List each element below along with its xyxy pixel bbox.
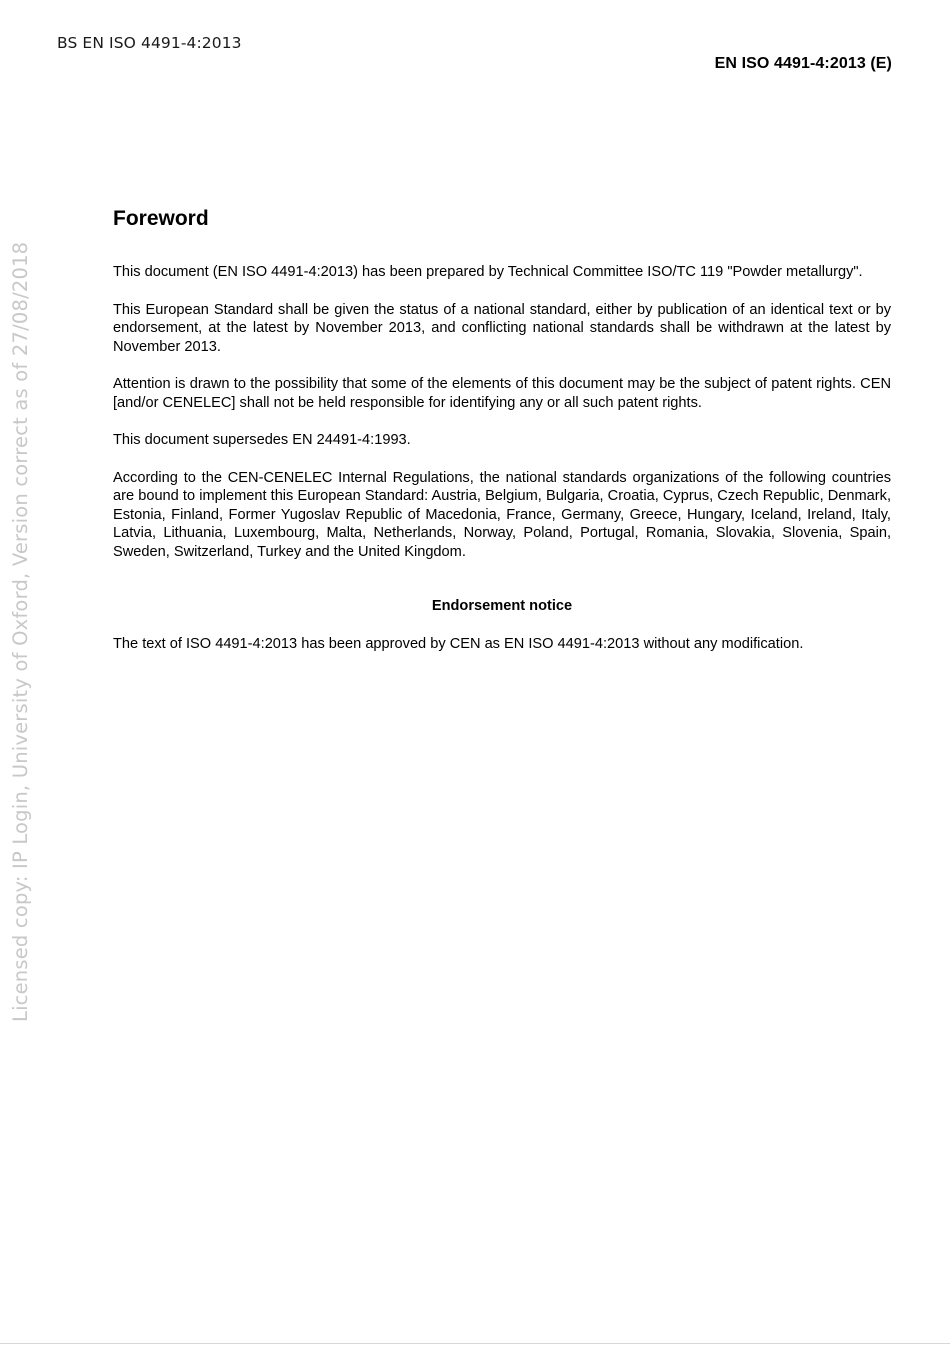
document-body xyxy=(113,205,891,653)
foreword-paragraph-countries: According to the CEN-CENELEC Internal Regulations, the national standards organizations of the following countries are bound to implement this European Standard: Austria, Belgium, Bulgaria, Croatia, Cyprus, Czech Republic, Denmark, Estonia, Finland, Former Yugoslav Republic of Macedonia, France, Germany, Greece, Hungary, Iceland, Ireland, Italy, Latvia, Lithuania, Luxembourg, Malta, Netherlands, Norway, Poland, Portugal, Romania, Slovakia, Slovenia, Spain, Sweden, Switzerland, Turkey and the United Kingdom. xyxy=(113,469,891,560)
license-watermark: Licensed copy: IP Login, University of Oxford, Version correct as of 27/08/2018 xyxy=(9,241,32,1022)
foreword-paragraph-committee: This document (EN ISO 4491-4:2013) has been prepared by Technical Committee ISO/TC 119 "Powder metallurgy". xyxy=(113,264,863,280)
bs-standard-header: BS EN ISO 4491-4:2013 xyxy=(57,34,242,52)
endorsement-text: The text of ISO 4491-4:2013 has been approved by CEN as EN ISO 4491-4:2013 without any modification. xyxy=(113,635,804,652)
endorsement-title: Endorsement notice xyxy=(431,598,573,614)
en-standard-header: EN ISO 4491-4:2013 (E) xyxy=(714,55,892,72)
foreword-paragraph-supersedes: This document supersedes EN 24491-4:1993. xyxy=(113,432,411,448)
foreword-title: Foreword xyxy=(113,207,209,230)
foreword-paragraph-patent: Attention is drawn to the possibility that some of the elements of this document may be the subject of patent rights. CEN [and/or CENELEC] shall not be held responsible for identifying any or all such patent rights. xyxy=(113,376,891,411)
page-bottom-divider xyxy=(0,1343,950,1344)
foreword-paragraph-status: This European Standard shall be given the status of a national standard, either by publication of an identical text or by endorsement, at the latest by November 2013, and conflicting national standards shall be withdrawn at the latest by November 2013. xyxy=(113,301,891,355)
